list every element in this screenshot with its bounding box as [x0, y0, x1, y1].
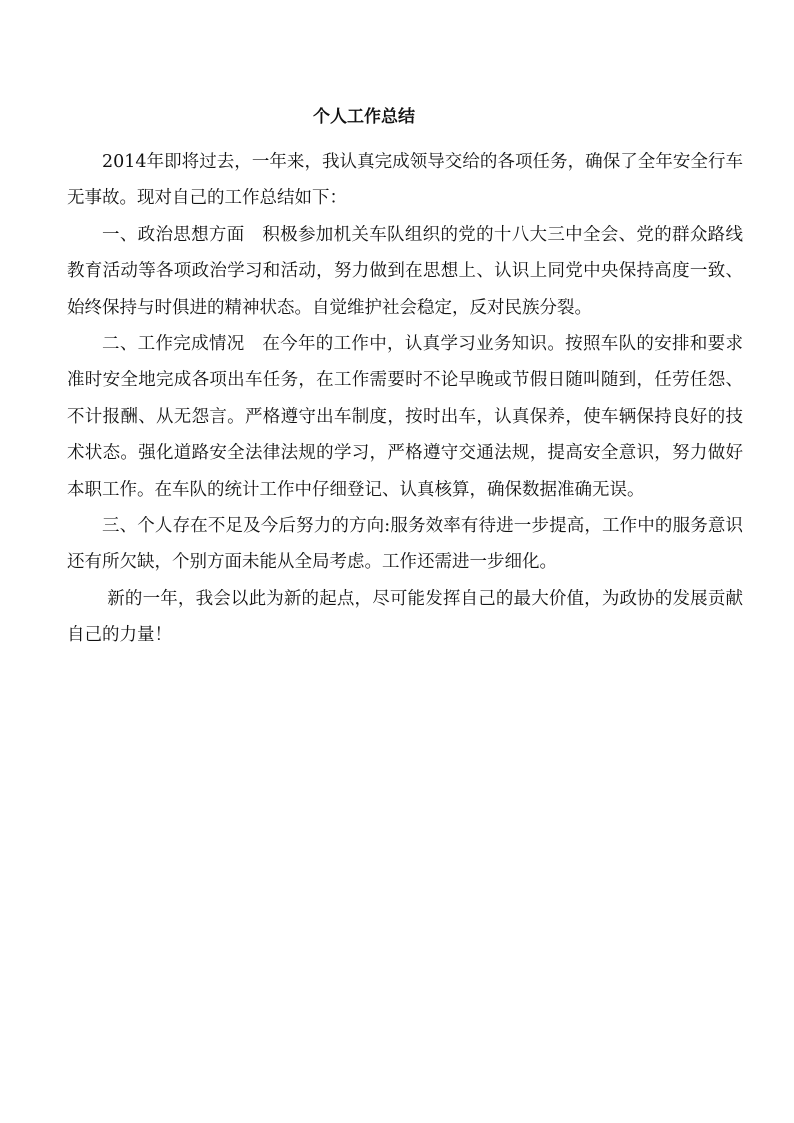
section-work-paragraph [67, 326, 743, 508]
section-political-text: 积极参加机关车队组织的党的十八大三中全会、党的群众路线教育活动等各项政治学习和活动，努力做到在思想上、认识上同党中央保持高度一致、始终保持与时俱进的精神状态。自觉维护社会稳定，反对民族分裂。 [67, 224, 743, 318]
section-shortcomings-heading: 三、个人存在不足及今后努力的方向: [102, 516, 391, 537]
section-shortcomings-paragraph [67, 508, 743, 581]
closing-text: 新的一年，我会以此为新的起点，尽可能发挥自己的最大价值，为政协的发展贡献自己的力量！ [67, 588, 743, 646]
section-work-text: 在今年的工作中，认真学习业务知识。按照车队的安排和要求准时安全地完成各项出车任务，在工作需要时不论早晚或节假日随叫随到，任劳任怨、不计报酬、从无怨言。严格遵守出车制度，按时出车，认真保养，使车辆保持良好的技术状态。强化道路安全法律法规的学习，严格遵守交通法规，提高安全意识，努力做好本职工作。在车队的统计工作中仔细登记、认真核算，确保数据准确无误。 [67, 334, 743, 500]
section-political-paragraph [67, 217, 743, 326]
document-body [67, 144, 743, 654]
document-title: 个人工作总结 [313, 107, 415, 127]
intro-paragraph [67, 144, 743, 217]
section-shortcomings-text: 服务效率有待进一步提高，工作中的服务意识还有所欠缺，个别方面未能从全局考虑。工作还需进一步细化。 [67, 516, 744, 573]
closing-paragraph [67, 581, 743, 654]
intro-text: 2014年即将过去，一年来，我认真完成领导交给的各项任务，确保了全年安全行车无事故。现对自己的工作总结如下： [67, 152, 743, 209]
section-work-heading: 二、工作完成情况 [102, 334, 263, 355]
section-political-heading: 一、政治思想方面 [102, 224, 263, 245]
